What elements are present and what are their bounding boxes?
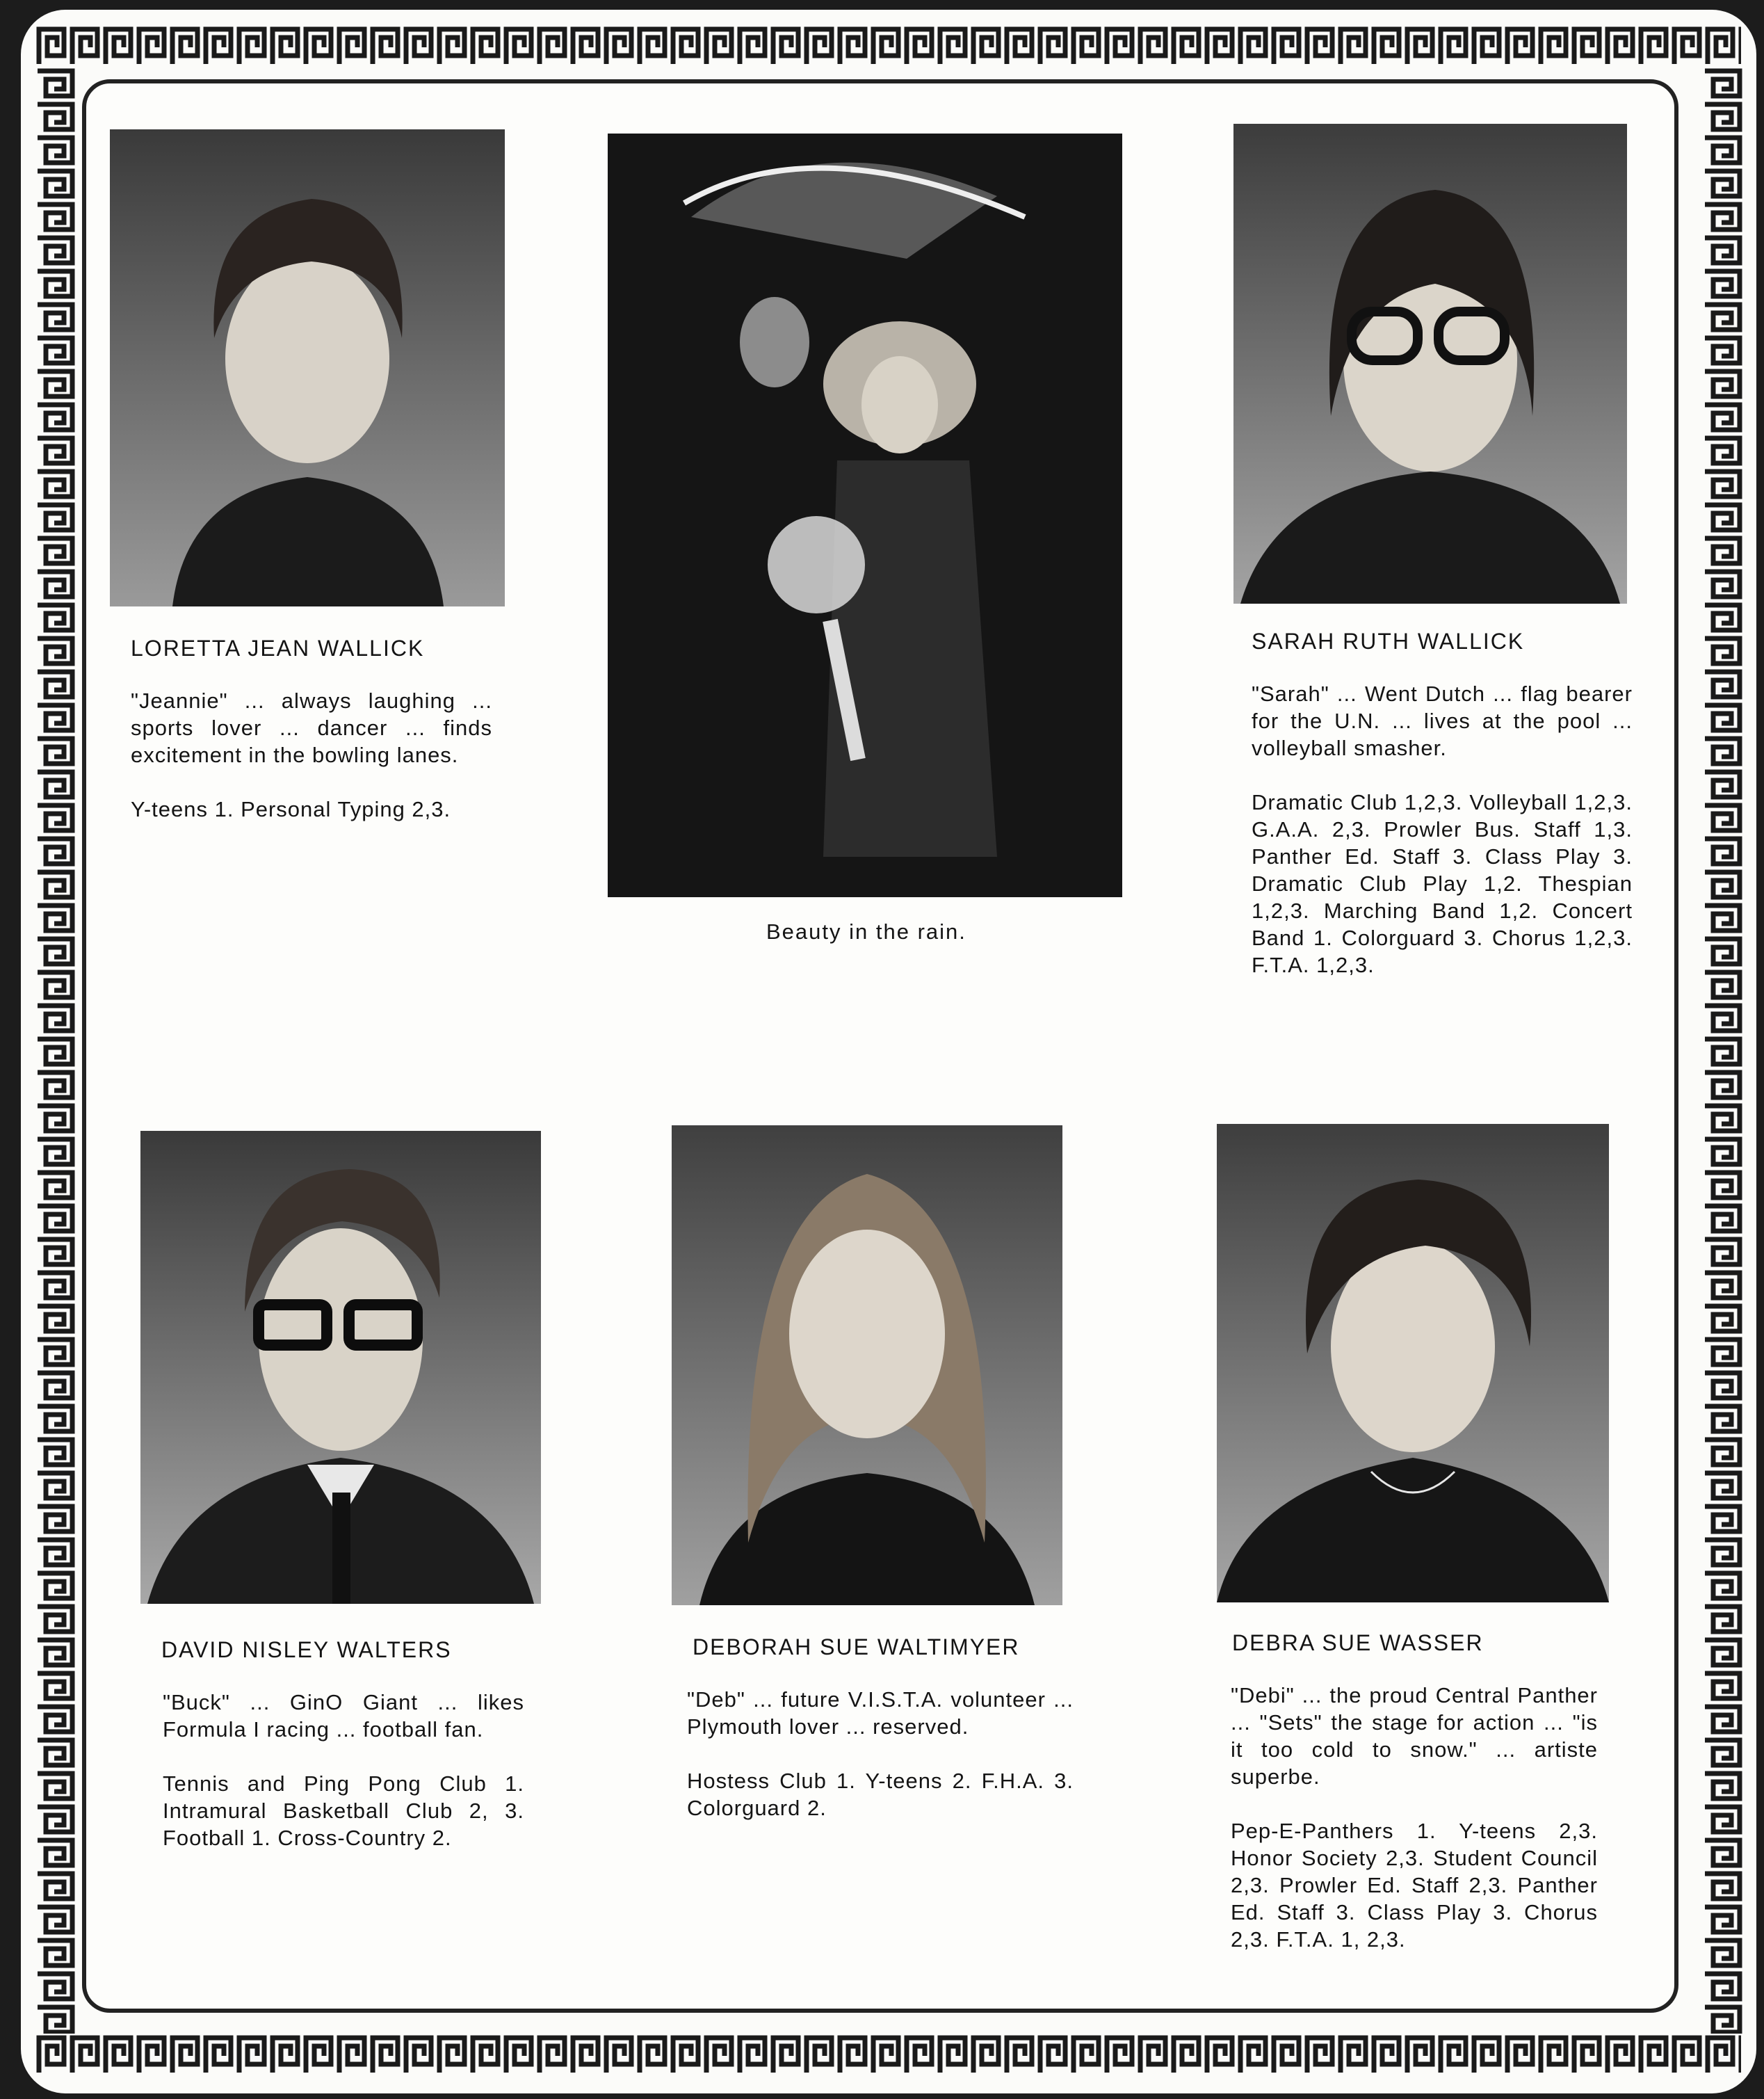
portrait-photo-debra (1217, 1124, 1609, 1602)
student-bio (1252, 680, 1633, 1006)
student-quote: "Jeannie" ... always laughing ... sports lover ... dancer ... finds excitement in the bowling lanes. (131, 689, 492, 767)
meander-border-top (36, 25, 1741, 68)
student-activities: Y-teens 1. Personal Typing 2,3. (131, 797, 451, 821)
student-quote: "Sarah" ... Went Dutch ... flag bearer for the U.N. ... lives at the pool ... volleyball smasher. (1252, 682, 1633, 760)
student-activities: Pep-E-Panthers 1. Y-teens 2,3. Honor Society 2,3. Student Council 2,3. Prowler Ed. Staff 2,3. Panther Ed. Staff 3. Class Play 3. Chorus 2,3. F.T.A. 1, 2,3. (1231, 1819, 1598, 1952)
meander-border-right (1701, 68, 1744, 2034)
meander-border-bottom (36, 2034, 1741, 2077)
student-bio (163, 1689, 524, 1879)
student-name: SARAH RUTH WALLICK (1252, 629, 1525, 654)
student-name: LORETTA JEAN WALLICK (131, 636, 425, 661)
student-name: DAVID NISLEY WALTERS (161, 1637, 452, 1662)
portrait-photo-deborah (672, 1125, 1062, 1605)
student-bio (131, 687, 492, 850)
student-activities: Dramatic Club 1,2,3. Volleyball 1,2,3. G.A.A. 2,3. Prowler Bus. Staff 1,3. Panther Ed. Staff 3. Class Play 3. Dramatic Club Play 1,2. Thespian 1,2,3. Marching Band 1,2. Concert Band 1. Colorguard 3. Chorus 1,2,3. F.T.A. 1,2,3. (1252, 790, 1633, 977)
feature-photo-caption: Beauty in the rain. (766, 919, 966, 944)
student-name: DEBRA SUE WASSER (1232, 1630, 1484, 1655)
portrait-photo-loretta (110, 129, 505, 606)
student-quote: "Deb" ... future V.I.S.T.A. volunteer ... Plymouth lover ... reserved. (687, 1687, 1074, 1739)
student-name: DEBORAH SUE WALTIMYER (693, 1634, 1020, 1659)
student-quote: "Debi" ... the proud Central Panther ... "Sets" the stage for action ... "is it too cold to snow." ... artiste superbe. (1231, 1683, 1598, 1789)
feature-photo (608, 134, 1122, 897)
student-bio (1231, 1682, 1598, 1980)
meander-border-left (33, 68, 76, 2034)
student-bio (687, 1686, 1074, 1849)
yearbook-page (21, 10, 1756, 2093)
student-quote: "Buck" ... GinO Giant ... likes Formula I racing ... football fan. (163, 1690, 524, 1742)
portrait-photo-david (140, 1131, 541, 1604)
student-activities: Tennis and Ping Pong Club 1. Intramural Basketball Club 2, 3. Football 1. Cross-Country 2. (163, 1771, 524, 1850)
student-activities: Hostess Club 1. Y-teens 2. F.H.A. 3. Colorguard 2. (687, 1769, 1074, 1820)
portrait-photo-sarah (1233, 124, 1627, 604)
